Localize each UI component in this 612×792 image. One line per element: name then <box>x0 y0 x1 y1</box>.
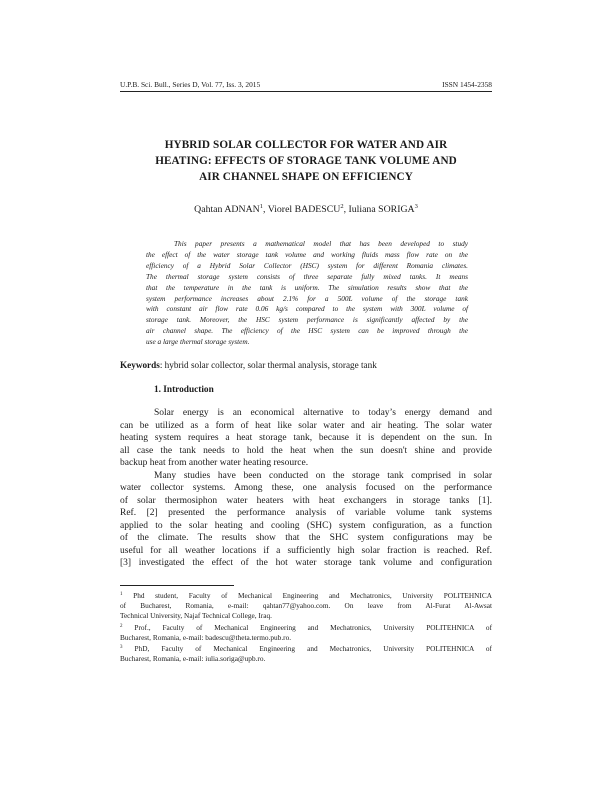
keywords-text: : hybrid solar collector, solar thermal analysis, storage tank <box>159 360 377 370</box>
footnote-text: PhD, Faculty of Mechanical Engineering and Mechatronics, University POLITEHNICA of <box>122 644 492 654</box>
keywords <box>120 360 500 370</box>
footnote-line <box>120 643 492 654</box>
footnote-line <box>120 590 492 601</box>
body-line: heating system requires a heat storage tank, because it is dependent on the sun. In <box>120 433 492 443</box>
footnotes <box>120 590 492 664</box>
body-line: can be utilized as a form of heat like solar water and air heating. The solar water <box>120 420 492 431</box>
abstract-line: storage tank. Moreover, the HSC system performance is significantly affected by the <box>146 315 468 325</box>
abstract-line: the effect of the water storage tank volume and working fluids mass flow rate on the <box>146 249 468 259</box>
footnote-line <box>120 622 492 633</box>
running-header <box>120 80 492 92</box>
body-line: water collector systems. Among these, one analysis focused on the performance <box>120 483 492 493</box>
author-list <box>110 203 502 215</box>
footnote-line: Technical University, Najaf Technical College, Iraq. <box>120 611 272 621</box>
author-name: Qahtan ADNAN <box>194 204 260 215</box>
author-footnote-mark: 2 <box>340 203 344 210</box>
body-line: of solar thermosiphon water heaters with heat exchangers in storage tanks [1]. <box>120 495 492 506</box>
body-line: Ref. [2] presented the performance analysis of variable volume tank systems <box>120 508 492 518</box>
body-line: useful for all weather locations if a sufficiently high solar fraction is reached. Ref. <box>120 545 492 556</box>
abstract-line: use a large thermal storage system. <box>146 337 250 347</box>
abstract-line: This paper presents a mathematical model that has been developed to study <box>174 239 468 248</box>
paper-title <box>110 137 502 185</box>
abstract-line: system performance increases about 2.1% for a 500L volume of the storage tank <box>146 293 468 303</box>
author-name: Iuliana SORIGA <box>348 204 415 215</box>
author-footnote-mark: 1 <box>259 203 263 210</box>
footnote-line: Bucharest, Romania, e-mail: iulia.soriga@upb.ro. <box>120 654 266 664</box>
author-footnote-mark: 3 <box>414 203 418 210</box>
abstract <box>146 239 468 348</box>
author-separator: , <box>262 204 268 215</box>
body-line: backup heat from another water heating resource. <box>120 458 309 468</box>
keywords-label: Keywords <box>120 360 160 370</box>
footnote-line: of Bucharest, Romania, e-mail: qahtan77@yahoo.com. On leave from Al-Furat Al-Awsat <box>120 601 492 611</box>
body-text <box>120 407 492 570</box>
body-line: [3] investigated the effect of the hot water storage tank volume and configuration <box>120 558 492 568</box>
abstract-line: air channel shape. The efficiency of the HSC system can be improved through the <box>146 326 468 336</box>
body-line: Solar energy is an economical alternative to today’s energy demand and <box>154 408 492 418</box>
author-separator: , <box>343 204 349 215</box>
author-name: Viorel BADESCU <box>267 204 341 215</box>
body-line: of the climate. The results show that the SHC system configurations may be <box>120 533 492 543</box>
body-line: applied to the solar heating and cooling (SHC) system configuration, as a function <box>120 520 492 531</box>
journal-citation: U.P.B. Sci. Bull., Series D, Vol. 77, Iss. 3, 2015 <box>120 80 261 89</box>
body-line: all case the tank needs to hold the heat when the sun doesn't shine and provide <box>120 445 492 456</box>
abstract-line: efficiency of a Hybrid Solar Collector (HSC) system for different Romania climates. <box>146 260 468 270</box>
footnote-text: Phd student, Faculty of Mechanical Engineering and Mechatronics, University POLITEHNICA <box>122 591 492 600</box>
footnote-mark: 1 <box>120 592 123 597</box>
footnote-mark: 2 <box>120 623 123 629</box>
abstract-line: that the temperature in the tank is uniform. The simulation results show that the <box>146 282 468 292</box>
footnote-line: Bucharest, Romania, e-mail: badescu@theta.termo.pub.ro. <box>120 632 292 642</box>
footnote-text: Prof., Faculty of Mechanical Engineering and Mechatronics, University POLITEHNICA of <box>122 622 492 632</box>
footnote-divider <box>120 585 234 586</box>
body-line: Many studies have been conducted on the storage tank comprised in solar <box>154 470 492 481</box>
abstract-line: with constant air flow rate 0.06 kg/s compared to the system with 300L volume of <box>146 304 468 314</box>
footnote-mark: 3 <box>120 645 123 651</box>
title-line: AIR CHANNEL SHAPE ON EFFICIENCY <box>199 171 413 183</box>
title-line: HEATING: EFFECTS OF STORAGE TANK VOLUME AND <box>155 155 457 167</box>
abstract-line: The thermal storage system consists of three separate fully mixed tanks. It means <box>146 271 468 281</box>
issn-label: ISSN 1454-2358 <box>442 80 492 89</box>
section-heading: 1. Introduction <box>154 385 214 395</box>
title-line: HYBRID SOLAR COLLECTOR FOR WATER AND AIR <box>164 139 448 151</box>
